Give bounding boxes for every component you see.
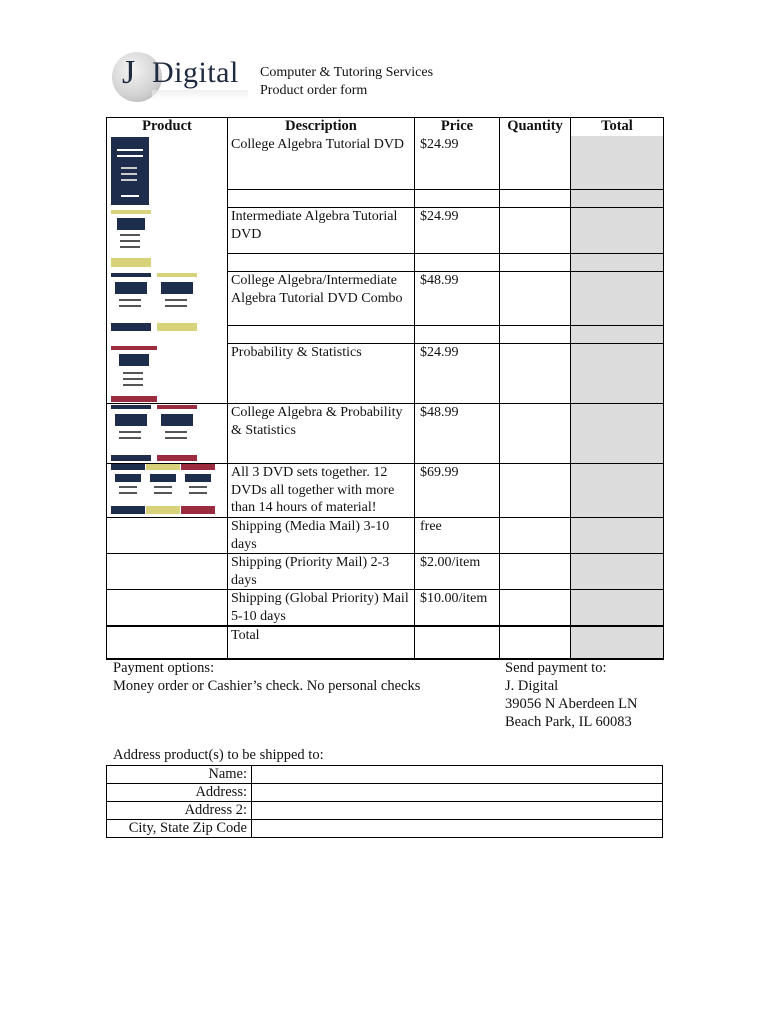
shipping-description: Shipping (Priority Mail) 2-3 days <box>228 554 415 590</box>
address-row <box>107 784 663 802</box>
product-price: $24.99 <box>415 208 500 254</box>
dvd-cover-image <box>111 346 157 402</box>
address-row <box>107 766 663 784</box>
header-text <box>260 64 433 100</box>
total-empty-cell <box>107 626 228 659</box>
quantity-cell[interactable] <box>500 404 571 464</box>
order-table <box>106 117 664 660</box>
total-cell <box>571 272 664 326</box>
total-cell <box>571 590 664 627</box>
shipping-description: Shipping (Media Mail) 3-10 days <box>228 518 415 554</box>
total-cell <box>571 326 664 344</box>
shipping-row <box>107 518 664 554</box>
logo <box>110 50 250 106</box>
total-cell <box>571 208 664 254</box>
quantity-cell[interactable] <box>500 554 571 590</box>
send-city: Beach Park, IL 60083 <box>505 714 632 730</box>
header-quantity: Quantity <box>500 118 571 136</box>
table-row <box>107 208 664 254</box>
shipping-empty-cell <box>107 518 228 554</box>
payment-options <box>113 659 420 695</box>
total-price-cell <box>415 626 500 659</box>
logo-wordmark: Digital <box>152 56 239 89</box>
address-field[interactable] <box>252 784 663 802</box>
quantity-cell[interactable] <box>500 208 571 254</box>
address-title: Address product(s) to be shipped to: <box>113 747 324 763</box>
name-field[interactable] <box>252 766 663 784</box>
total-cell <box>571 464 664 518</box>
header-price: Price <box>415 118 500 136</box>
product-description: Probability & Statistics <box>228 344 415 404</box>
product-image-cell <box>107 404 228 464</box>
send-title: Send payment to: <box>505 660 607 676</box>
city-state-zip-label: City, State Zip Code <box>107 820 252 838</box>
header-line-1: Computer & Tutoring Services <box>260 65 434 80</box>
grand-total-cell <box>571 626 664 659</box>
dvd-cover-image <box>111 137 149 205</box>
product-price: $69.99 <box>415 464 500 518</box>
quantity-cell[interactable] <box>500 190 571 208</box>
total-cell <box>571 554 664 590</box>
product-price: $48.99 <box>415 272 500 326</box>
address-row <box>107 820 663 838</box>
dvd-bundle-cover-image <box>111 464 215 514</box>
total-cell <box>571 254 664 272</box>
address-row <box>107 802 663 820</box>
dvd-combo-cover-image <box>111 405 197 463</box>
send-payment-to <box>505 659 637 731</box>
product-description: All 3 DVD sets together. 12 DVDs all together with more than 14 hours of material! <box>228 464 415 518</box>
quantity-cell[interactable] <box>500 272 571 326</box>
product-image-cell <box>107 464 228 518</box>
header-product: Product <box>107 118 228 136</box>
payment-title: Payment options: <box>113 660 215 676</box>
logo-letter: J <box>122 54 136 91</box>
table-row <box>107 464 664 518</box>
quantity-cell[interactable] <box>500 464 571 518</box>
total-label: Total <box>228 626 415 659</box>
quantity-cell[interactable] <box>500 326 571 344</box>
dvd-combo-cover-image <box>111 273 197 333</box>
product-description: Intermediate Algebra Tutorial DVD <box>228 208 415 254</box>
quantity-cell[interactable] <box>500 254 571 272</box>
quantity-cell[interactable] <box>500 344 571 404</box>
product-description: College Algebra & Probability & Statistics <box>228 404 415 464</box>
product-price: $24.99 <box>415 344 500 404</box>
quantity-cell[interactable] <box>500 518 571 554</box>
name-label: Name: <box>107 766 252 784</box>
product-image-cell <box>107 136 228 208</box>
address2-field[interactable] <box>252 802 663 820</box>
shipping-description: Shipping (Global Priority) Mail 5-10 days <box>228 590 415 627</box>
shipping-price: $2.00/item <box>415 554 500 590</box>
header-line-2: Product order form <box>260 83 368 98</box>
product-image-cell <box>107 344 228 404</box>
total-cell <box>571 190 664 208</box>
product-price: $24.99 <box>415 136 500 190</box>
address-label: Address: <box>107 784 252 802</box>
total-cell <box>571 136 664 190</box>
header-description: Description <box>228 118 415 136</box>
quantity-cell[interactable] <box>500 136 571 190</box>
product-image-cell <box>107 272 228 344</box>
send-name: J. Digital <box>505 678 559 694</box>
shipping-price: $10.00/item <box>415 590 500 627</box>
logo-reflection <box>152 90 248 100</box>
address2-label: Address 2: <box>107 802 252 820</box>
table-row <box>107 344 664 404</box>
product-price: $48.99 <box>415 404 500 464</box>
product-image-cell <box>107 208 228 272</box>
header-total: Total <box>571 118 664 136</box>
city-state-zip-field[interactable] <box>252 820 663 838</box>
address-table <box>106 765 663 838</box>
table-row <box>107 404 664 464</box>
product-description: College Algebra Tutorial DVD <box>228 136 415 190</box>
send-street: 39056 N Aberdeen LN <box>505 696 638 712</box>
quantity-cell[interactable] <box>500 590 571 627</box>
shipping-row <box>107 590 664 627</box>
shipping-empty-cell <box>107 590 228 627</box>
shipping-price: free <box>415 518 500 554</box>
table-row <box>107 136 664 190</box>
total-quantity-cell[interactable] <box>500 626 571 659</box>
product-description: College Algebra/Intermediate Algebra Tutorial DVD Combo <box>228 272 415 326</box>
shipping-row <box>107 554 664 590</box>
total-cell <box>571 404 664 464</box>
grand-total-row <box>107 626 664 659</box>
table-row <box>107 272 664 326</box>
total-cell <box>571 518 664 554</box>
payment-text: Money order or Cashier’s check. No personal checks <box>113 678 421 694</box>
shipping-empty-cell <box>107 554 228 590</box>
table-header-row <box>107 118 664 136</box>
dvd-cover-image <box>111 210 151 267</box>
total-cell <box>571 344 664 404</box>
